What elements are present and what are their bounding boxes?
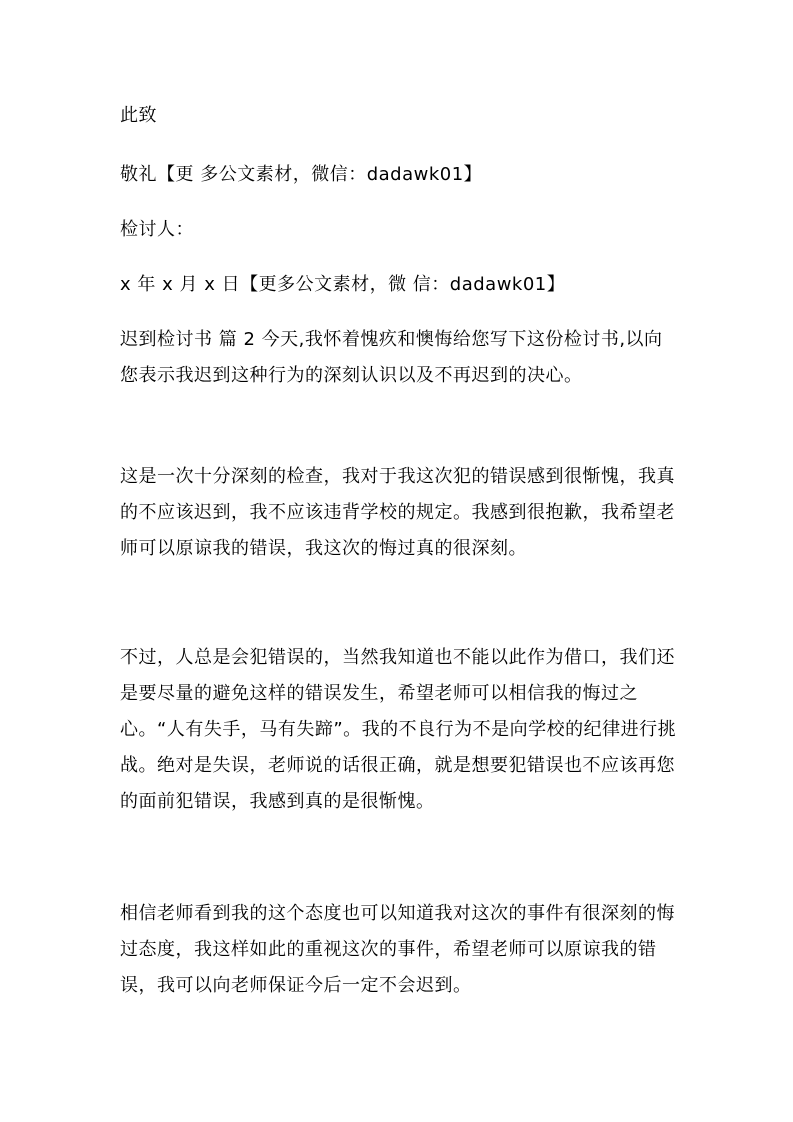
salutation-line: 敬礼【更 多公文素材，微信：dadawk01】 <box>120 164 483 185</box>
signer-line: 检讨人： <box>120 219 194 240</box>
date-line: x 年 x 月 x 日【更多公文素材，微 信：dadawk01】 <box>120 274 566 295</box>
paragraph-explanation: 不过，人总是会犯错误的，当然我知道也不能以此作为借口，我们还是要尽量的避免这样的错误发生，希望老师可以相信我的悔过之心。“人有失手，马有失蹄”。我的不良行为不是向学校的纪律进行挑战。绝对是失误，老师说的话很正确，就是想要犯错误也不应该再您的面前犯错误，我感到真的是很惭愧。 <box>120 647 677 812</box>
paragraph-promise: 相信老师看到我的这个态度也可以知道我对这次的事件有很深刻的悔过态度，我这样如此的重视这次的事件，希望老师可以原谅我的错误，我可以向老师保证今后一定不会迟到。 <box>120 903 675 996</box>
paragraph-apology: 这是一次十分深刻的检查，我对于我这次犯的错误感到很惭愧，我真的不应该迟到，我不应该违背学校的规定。我感到很抱歉，我希望老师可以原谅我的错误，我这次的悔过真的很深刻。 <box>120 466 675 559</box>
paragraph-intro: 迟到检讨书 篇 2 今天,我怀着愧疚和懊悔给您写下这份检讨书,以向您表示我迟到这种行为的深刻认识以及不再迟到的决心。 <box>120 329 663 386</box>
closing-line: 此致 <box>120 105 157 126</box>
